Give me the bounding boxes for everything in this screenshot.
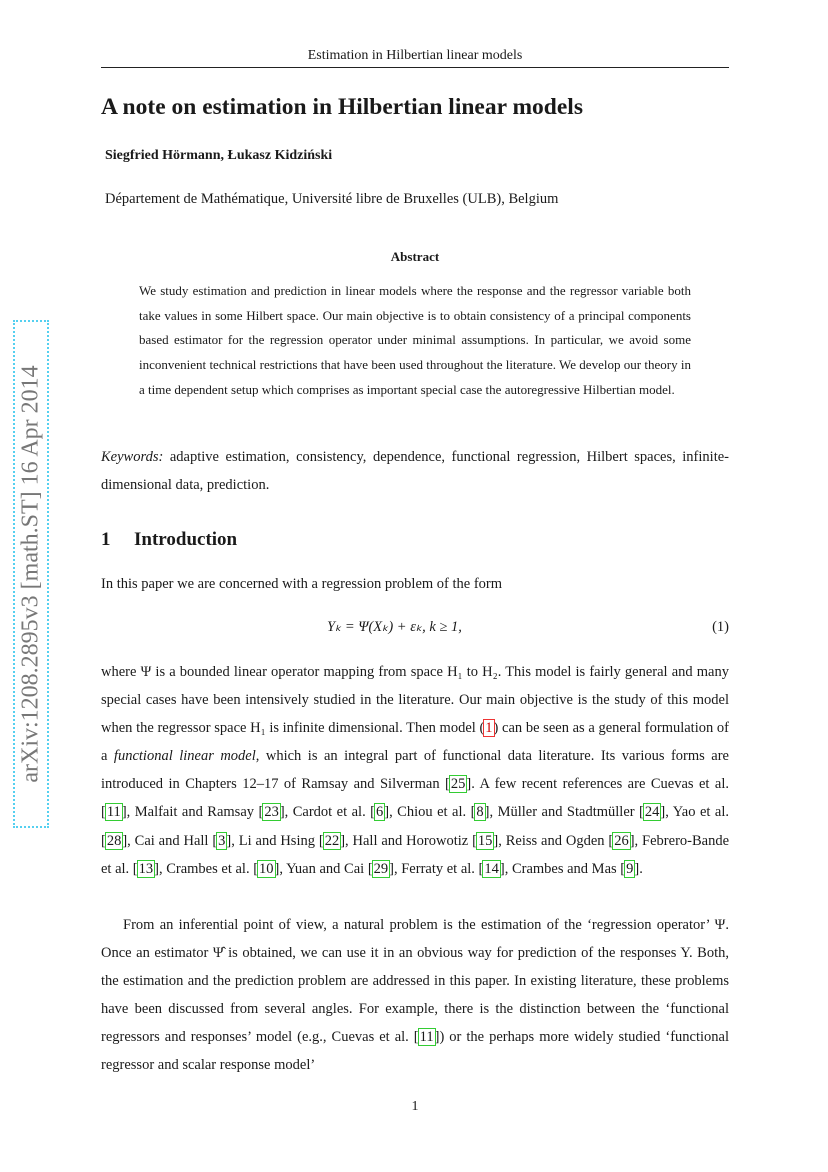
- paragraph-2: [101, 911, 729, 1080]
- section-title: Introduction: [134, 529, 238, 550]
- arxiv-stamp[interactable]: [13, 320, 49, 828]
- citation-link[interactable]: 15: [477, 832, 493, 849]
- text-run: ], Crambes and Mas [: [499, 860, 626, 877]
- citation-link[interactable]: 23: [264, 804, 279, 821]
- authors: Siegfried Hörmann, Łukasz Kidziński: [105, 148, 333, 163]
- text-run: ], Müller and Stadtmüller [: [484, 804, 644, 821]
- text-run: ], Hall and Horowotiz [: [340, 832, 477, 849]
- emphasis-text: functional linear model: [113, 748, 256, 765]
- abstract-heading: Abstract: [390, 249, 440, 264]
- intro-line: In this paper we are concerned with a regression problem of the form: [101, 576, 503, 592]
- arxiv-stamp-text: arXiv:1208.2895v3 [math.ST] 16 Apr 2014: [17, 365, 44, 783]
- citation-link[interactable]: 25: [450, 776, 466, 793]
- citation-link[interactable]: 8: [476, 804, 484, 821]
- citation-link[interactable]: 6: [376, 804, 384, 821]
- keywords-label: Keywords:: [101, 449, 164, 465]
- citation-link[interactable]: 26: [614, 832, 629, 849]
- text-run: ], Crambes et al. [: [154, 860, 259, 877]
- citation-link[interactable]: 3: [218, 832, 226, 849]
- affiliation: Département de Mathématique, Université libre de Bruxelles (ULB), Belgium: [105, 191, 559, 207]
- text-run: , which is an integral part of functional data literature. Its various forms are introduced in Chapters 12–17 of Ramsay and Silverman [: [101, 748, 729, 793]
- text-run: ], Yao et al. [: [101, 804, 729, 849]
- keywords-list: adaptive estimation, consistency, dependence, functional regression, Hilbert spaces, infinite-dimensional data, prediction.: [101, 449, 729, 493]
- section-heading: [101, 529, 237, 551]
- header-rule: [101, 67, 729, 68]
- text-run: ], Malfait and Ramsay [: [121, 804, 264, 821]
- text-run: ]) or the perhaps more widely studied ‘functional regressor and scalar response model’: [101, 1029, 729, 1074]
- page-number: 1: [411, 1099, 419, 1114]
- abstract-text: We study estimation and prediction in linear models where the response and the regressor variable both take values in some Hilbert space. Our main objective is to obtain consistency of a principal components based estimator for the regression operator under minimal assumptions. In particular, we avoid some inconvenient technical restrictions that have been used throughout the literature. We develop our theory in a time dependent setup which comprises as important special case the autoregressive Hilbertian model.: [139, 283, 691, 397]
- citation-link[interactable]: 14: [484, 860, 499, 877]
- text-run: where Ψ is a bounded linear operator mapping from space H₁ to H₂. This model is fairly general and many special cases have been intensively studied in the literature. Our main objective is the study of this model when the regressor space H₁ is infinite dimensional. Then model (: [101, 664, 729, 737]
- citation-link[interactable]: 10: [259, 860, 274, 877]
- text-run: ], Chiou et al. [: [384, 804, 476, 821]
- citation-link[interactable]: 9: [626, 860, 634, 877]
- equation-number: (1): [712, 619, 729, 635]
- citation-link[interactable]: 13: [138, 860, 154, 877]
- citation-link[interactable]: 22: [324, 832, 340, 849]
- text-run: ].: [634, 860, 643, 877]
- text-run: From an inferential point of view, a natural problem is the estimation of the ‘regression operator’ Ψ. Once an estimator Ψ̂ is obtained, we can use it in an obvious way for prediction of the responses Y. Both, the estimation and the prediction problem are addressed in this paper. In existing literature, these problems have been discussed from several angles. For example, there is the distinction between the ‘functional regressors and responses’ model (e.g., Cuevas et al. [: [101, 917, 729, 1046]
- text-run: ], Cardot et al. [: [279, 804, 375, 821]
- text-run: ], Cai and Hall [: [122, 832, 218, 849]
- text-run: ], Yuan and Cai [: [274, 860, 373, 877]
- equation-formula: Yₖ = Ψ(Xₖ) + εₖ, k ≥ 1,: [327, 619, 462, 635]
- keywords: [101, 443, 729, 499]
- citation-link[interactable]: 11: [106, 804, 121, 821]
- citation-link[interactable]: 28: [106, 832, 122, 849]
- text-run: ) can be seen as a general formulation of a: [101, 720, 729, 765]
- text-run: ], Febrero-Bande et al. [: [101, 832, 730, 877]
- equation-ref-link[interactable]: 1: [485, 720, 493, 737]
- text-run: ], Reiss and Ogden [: [493, 832, 614, 849]
- citation-link[interactable]: 29: [373, 860, 389, 877]
- text-run: ]. A few recent references are Cuevas et al. [: [101, 776, 729, 821]
- section-number: 1: [101, 529, 111, 550]
- citation-link[interactable]: 24: [644, 804, 660, 821]
- paragraph-1: [101, 658, 729, 883]
- text-run: ], Li and Hsing [: [226, 832, 324, 849]
- citation-link[interactable]: 11: [419, 1029, 434, 1046]
- paper-title: A note on estimation in Hilbertian linear models: [101, 94, 583, 120]
- text-run: ], Ferraty et al. [: [389, 860, 484, 877]
- running-head: Estimation in Hilbertian linear models: [307, 48, 523, 63]
